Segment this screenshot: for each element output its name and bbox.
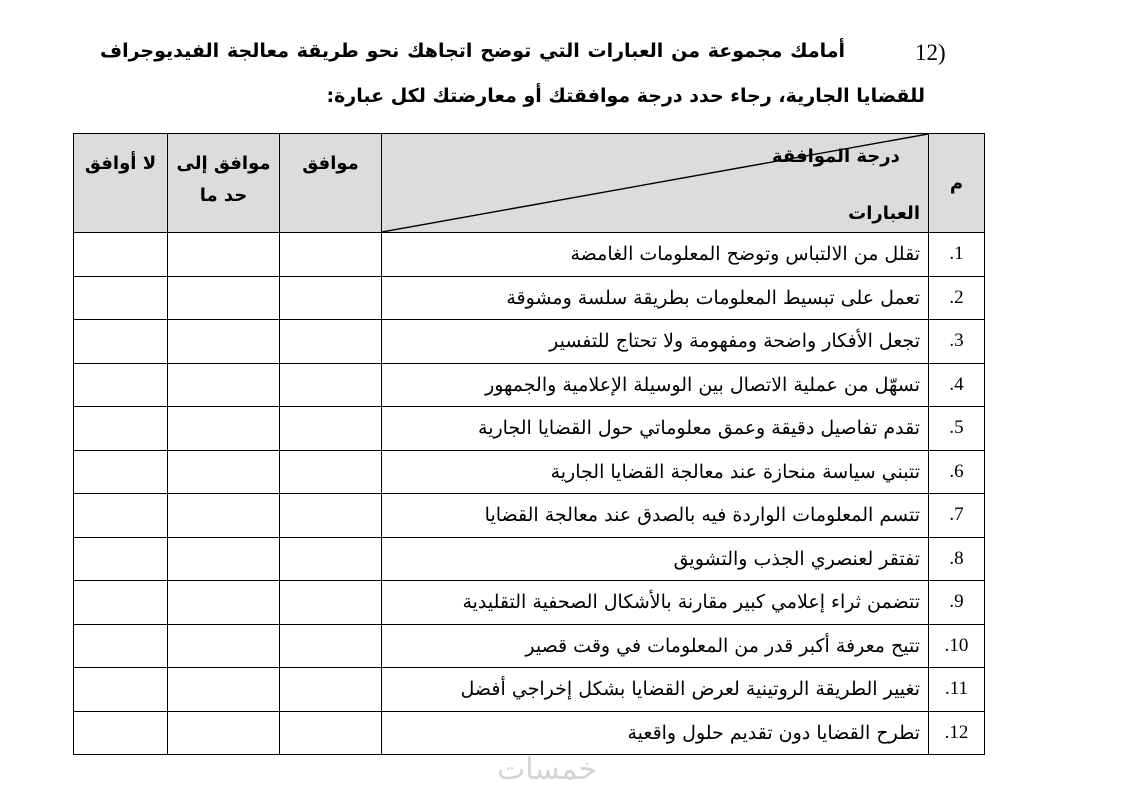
row-statement: تسهّل من عملية الاتصال بين الوسيلة الإعلامية والجمهور xyxy=(382,363,929,407)
header-disagree: لا أوافق xyxy=(74,134,168,233)
disagree-cell[interactable] xyxy=(74,363,168,407)
disagree-cell[interactable] xyxy=(74,407,168,451)
header-statements-label: العبارات xyxy=(848,203,920,224)
question-text-line-1: أمامك مجموعة من العبارات التي توضح اتجاهك نحو طريقة معالجة الفيديوجراف xyxy=(100,40,845,62)
survey-table xyxy=(73,133,985,755)
disagree-cell[interactable] xyxy=(74,711,168,755)
header-degree-label: درجة الموافقة xyxy=(772,146,900,167)
table-row xyxy=(74,537,985,581)
table-row xyxy=(74,494,985,538)
agree-somewhat-cell[interactable] xyxy=(168,233,280,277)
row-statement: تتيح معرفة أكبر قدر من المعلومات في وقت قصير xyxy=(382,624,929,668)
agree-somewhat-cell[interactable] xyxy=(168,407,280,451)
agree-somewhat-cell[interactable] xyxy=(168,668,280,712)
row-number: 7. xyxy=(929,494,985,538)
row-statement: تتبني سياسة منحازة عند معالجة القضايا الجارية xyxy=(382,450,929,494)
agree-cell[interactable] xyxy=(280,450,382,494)
table-row xyxy=(74,363,985,407)
question-number: 12) xyxy=(915,40,946,65)
disagree-cell[interactable] xyxy=(74,537,168,581)
row-number: 2. xyxy=(929,276,985,320)
agree-somewhat-cell[interactable] xyxy=(168,450,280,494)
row-number: 3. xyxy=(929,320,985,364)
agree-cell[interactable] xyxy=(280,407,382,451)
row-statement: تطرح القضايا دون تقديم حلول واقعية xyxy=(382,711,929,755)
row-number: 5. xyxy=(929,407,985,451)
agree-cell[interactable] xyxy=(280,624,382,668)
table-row xyxy=(74,624,985,668)
row-statement: تتضمن ثراء إعلامي كبير مقارنة بالأشكال الصحفية التقليدية xyxy=(382,581,929,625)
disagree-cell[interactable] xyxy=(74,450,168,494)
agree-cell[interactable] xyxy=(280,320,382,364)
watermark-logo: خمسات xyxy=(497,752,598,787)
row-number: 8. xyxy=(929,537,985,581)
agree-cell[interactable] xyxy=(280,233,382,277)
table-row xyxy=(74,407,985,451)
agree-somewhat-cell[interactable] xyxy=(168,581,280,625)
row-number: 12. xyxy=(929,711,985,755)
header-agree: موافق xyxy=(280,134,382,233)
question-text-line-2: للقضايا الجارية، رجاء حدد درجة موافقتك أو معارضتك لكل عبارة: xyxy=(326,85,925,107)
table-row xyxy=(74,581,985,625)
agree-somewhat-cell[interactable] xyxy=(168,494,280,538)
disagree-cell[interactable] xyxy=(74,581,168,625)
agree-cell[interactable] xyxy=(280,711,382,755)
row-statement: تعمل على تبسيط المعلومات بطريقة سلسة ومشوقة xyxy=(382,276,929,320)
header-number: م xyxy=(929,134,985,233)
row-number: 10. xyxy=(929,624,985,668)
agree-somewhat-cell[interactable] xyxy=(168,624,280,668)
agree-somewhat-cell[interactable] xyxy=(168,363,280,407)
disagree-cell[interactable] xyxy=(74,233,168,277)
row-number: 9. xyxy=(929,581,985,625)
agree-cell[interactable] xyxy=(280,494,382,538)
disagree-cell[interactable] xyxy=(74,494,168,538)
row-statement: تغيير الطريقة الروتينية لعرض القضايا بشكل إخراجي أفضل xyxy=(382,668,929,712)
agree-cell[interactable] xyxy=(280,668,382,712)
table-row xyxy=(74,450,985,494)
row-statement: تقدم تفاصيل دقيقة وعمق معلوماتي حول القضايا الجارية xyxy=(382,407,929,451)
agree-cell[interactable] xyxy=(280,537,382,581)
agree-cell[interactable] xyxy=(280,276,382,320)
row-number: 4. xyxy=(929,363,985,407)
row-statement: تجعل الأفكار واضحة ومفهومة ولا تحتاج للتفسير xyxy=(382,320,929,364)
table-row xyxy=(74,711,985,755)
table-row xyxy=(74,233,985,277)
header-agree-somewhat: موافق إلى حد ما xyxy=(168,134,280,233)
row-statement: تفتقر لعنصري الجذب والتشويق xyxy=(382,537,929,581)
agree-cell[interactable] xyxy=(280,581,382,625)
agree-cell[interactable] xyxy=(280,363,382,407)
row-number: 6. xyxy=(929,450,985,494)
agree-somewhat-cell[interactable] xyxy=(168,276,280,320)
disagree-cell[interactable] xyxy=(74,276,168,320)
disagree-cell[interactable] xyxy=(74,668,168,712)
agree-somewhat-cell[interactable] xyxy=(168,537,280,581)
agree-somewhat-cell[interactable] xyxy=(168,320,280,364)
disagree-cell[interactable] xyxy=(74,320,168,364)
table-header-row xyxy=(74,134,985,233)
table-row xyxy=(74,320,985,364)
table-row xyxy=(74,276,985,320)
disagree-cell[interactable] xyxy=(74,624,168,668)
row-number: 11. xyxy=(929,668,985,712)
header-degree-statements xyxy=(382,134,929,233)
row-statement: تتسم المعلومات الواردة فيه بالصدق عند معالجة القضايا xyxy=(382,494,929,538)
row-number: 1. xyxy=(929,233,985,277)
table-row xyxy=(74,668,985,712)
agree-somewhat-cell[interactable] xyxy=(168,711,280,755)
row-statement: تقلل من الالتباس وتوضح المعلومات الغامضة xyxy=(382,233,929,277)
